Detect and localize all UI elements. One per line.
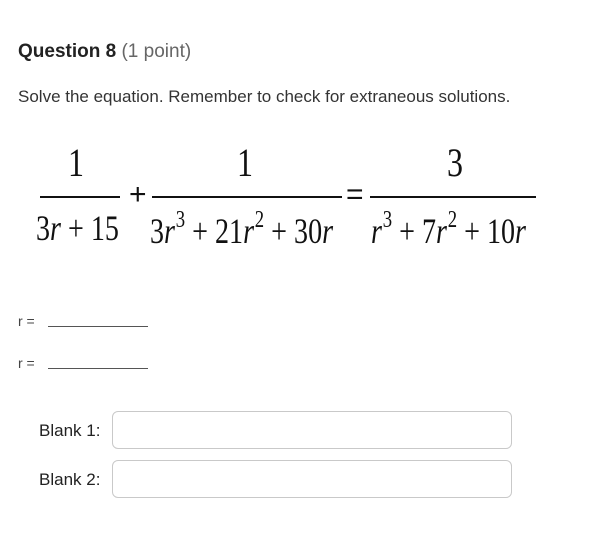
- fraction3-numerator: 3: [447, 140, 463, 185]
- answer-line-1: [18, 313, 35, 329]
- answer-line-2: [18, 355, 35, 371]
- plus-operator: +: [129, 178, 147, 211]
- blank1-label: Blank 1:: [39, 421, 101, 440]
- question-instructions: Solve the equation. Remember to check for extraneous solutions.: [18, 87, 511, 106]
- equation: [0, 125, 610, 275]
- answer-line-label: r =: [18, 355, 35, 371]
- blank1-input[interactable]: [112, 411, 512, 449]
- equals-operator: =: [346, 178, 364, 211]
- question-points: (1 point): [121, 41, 192, 62]
- fraction2-bar: [152, 196, 342, 198]
- fraction3-denominator: $r^3 + 7r^2 + 10r$: [371, 207, 526, 251]
- fraction2-denominator: $3r^3 + 21r^2 + 30r$: [150, 207, 334, 251]
- answer-underline: [48, 326, 148, 327]
- answer-line-label: r =: [18, 313, 35, 329]
- fraction1-bar: [40, 196, 120, 198]
- fraction1-denominator: 3r + 15: [36, 208, 119, 248]
- fraction3-bar: [370, 196, 536, 198]
- question-header: [18, 41, 191, 63]
- fraction1-numerator: 1: [68, 140, 84, 185]
- fraction2-numerator: 1: [237, 140, 253, 185]
- answer-underline: [48, 368, 148, 369]
- blank2-input[interactable]: [112, 460, 512, 498]
- question-title: Question 8: [18, 41, 117, 62]
- blank2-label: Blank 2:: [39, 470, 101, 489]
